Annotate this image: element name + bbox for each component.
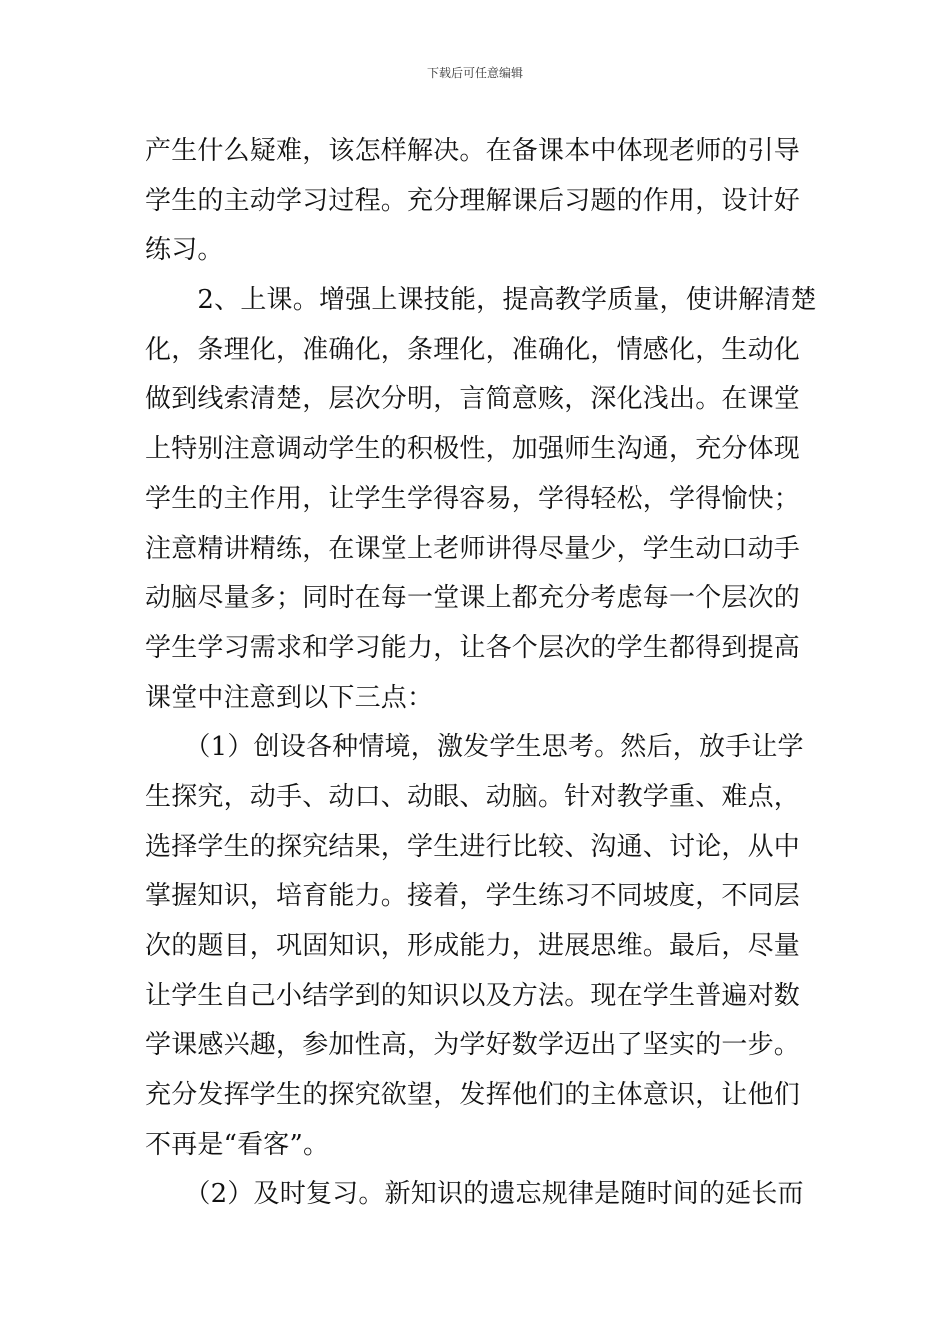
text-line: 学生学习需求和学习能力，让各个层次的学生都得到提高: [145, 632, 801, 663]
text-line: 次的题目，巩固知识，形成能力，进展思维。最后，尽量: [145, 931, 801, 961]
text-line: 学生的主动学习过程。充分理解课后习题的作用，设计好: [145, 185, 801, 216]
text-line: 练习。: [145, 235, 224, 266]
text-line: 上特别注意调动学生的积极性，加强师生沟通，充分体现: [145, 434, 801, 465]
text-line: 不再是“看客”。: [145, 1129, 330, 1160]
text-line: 产生什么疑难，该怎样解决。在备课本中体现老师的引导: [145, 136, 801, 166]
text-line: 化，条理化，准确化，条理化，准确化，情感化，生动化: [145, 334, 801, 365]
text-line: 生探究，动手、动口、动眼、动脑。针对教学重、难点，: [145, 781, 801, 812]
text-line: 动脑尽量多；同时在每一堂课上都充分考虑每一个层次的: [145, 583, 801, 614]
document-body: [145, 127, 817, 1220]
text-line: 做到线索清楚，层次分明，言简意赅，深化浅出。在课堂: [145, 384, 801, 415]
text-line: （1）创设各种情境，激发学生思考。然后，放手让学: [145, 732, 804, 763]
text-line: 充分发挥学生的探究欲望，发挥他们的主体意识，让他们: [145, 1080, 801, 1111]
text-line: 选择学生的探究结果，学生进行比较、沟通、讨论，从中: [145, 831, 801, 862]
text-line: 学课感兴趣，参加性高，为学好数学迈出了坚实的一步。: [145, 1030, 801, 1061]
page-header-note: 下载后可任意编辑: [426, 66, 523, 80]
text-line: （2）及时复习。新知识的遗忘规律是随时间的延长而: [145, 1179, 804, 1210]
text-line: 学生的主作用，让学生学得容易，学得轻松，学得愉快；: [145, 483, 801, 514]
text-line: 让学生自己小结学到的知识以及方法。现在学生普遍对数: [145, 980, 801, 1011]
text-line: 课堂中注意到以下三点：: [145, 682, 434, 713]
text-line: 2、上课。增强上课技能，提高教学质量，使讲解清楚: [145, 285, 817, 316]
text-line: 掌握知识，培育能力。接着，学生练习不同坡度，不同层: [145, 881, 801, 912]
text-line: 注意精讲精练，在课堂上老师讲得尽量少，学生动口动手: [145, 533, 801, 564]
